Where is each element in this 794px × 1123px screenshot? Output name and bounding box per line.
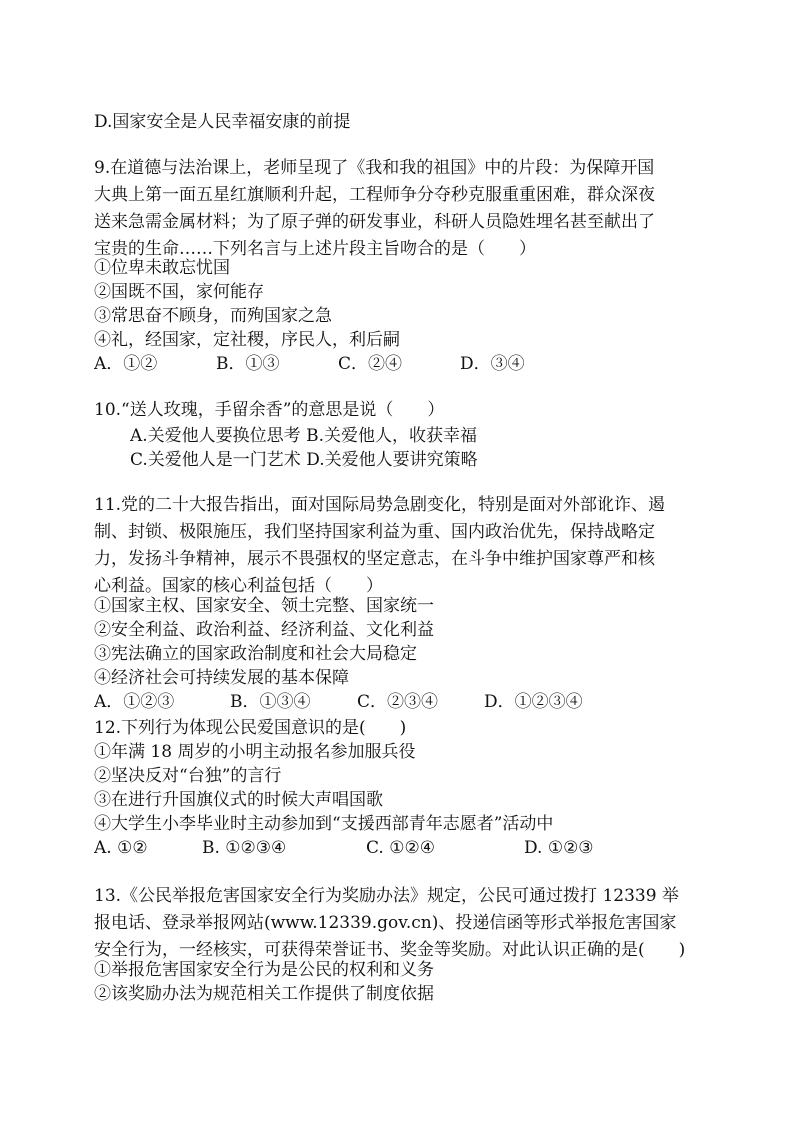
question-11-statement-2: ②安全利益、政治利益、经济利益、文化利益	[94, 620, 434, 640]
question-9-options	[94, 352, 714, 376]
question-10-text: 10.“送人玫瑰，手留余香”的意思是说（ ）	[94, 400, 445, 420]
option-c: C．②③④	[357, 692, 439, 712]
question-12-statement-1: ①年满 18 周岁的小明主动报名参加服兵役	[94, 742, 416, 762]
question-10-options-row-2: C.关爱他人是一门艺术 D.关爱他人要讲究策略	[130, 450, 478, 470]
option-c: C. ①②④	[366, 838, 435, 858]
question-9-statement-1: ①位卑未敢忘忧国	[94, 258, 230, 278]
question-12-statement-4: ④大学生小李毕业时主动参加到“支援西部青年志愿者”活动中	[94, 814, 554, 834]
question-11-options	[94, 690, 714, 714]
question-9-text: 9.在道德与法治课上，老师呈现了《我和我的祖国》中的片段：为保障开国	[94, 158, 655, 178]
question-9-text: 宝贵的生命……下列名言与上述片段主旨吻合的是（ ）	[94, 239, 536, 259]
option-d: D. ①②③	[524, 838, 594, 858]
question-12-text: 12.下列行为体现公民爱国意识的是( )	[94, 718, 407, 738]
question-10-options-row-1: A.关爱他人要换位思考 B.关爱他人，收获幸福	[130, 426, 477, 446]
question-11-text: 力，发扬斗争精神，展示不畏强权的坚定意志，在斗争中维护国家尊严和核	[94, 549, 655, 569]
option-b: B．①③④	[230, 692, 311, 712]
option-d-line: D.国家安全是人民幸福安康的前提	[94, 112, 351, 132]
question-9-statement-2: ②国既不国，家何能存	[94, 282, 264, 302]
question-11-text: 制、封锁、极限施压，我们坚持国家利益为重、国内政治优先，保持战略定	[94, 522, 655, 542]
question-13-text: 报电话、登录举报网站(www.12339.gov.cn)、投递信函等形式举报危害国家	[94, 913, 677, 933]
option-a: A．①②	[94, 354, 158, 374]
question-11-text: 11.党的二十大报告指出，面对国际局势急剧变化，特别是面对外部讹诈、遏	[94, 495, 666, 515]
question-9-text: 送来急需金属材料；为了原子弹的研发事业，科研人员隐姓埋名甚至献出了	[94, 212, 655, 232]
option-d: D．①②③④	[484, 692, 583, 712]
question-9-statement-3: ③常思奋不顾身，而殉国家之急	[94, 306, 332, 326]
option-d: D．③④	[460, 354, 525, 374]
question-9-text: 大典上第一面五星红旗顺利升起，工程师争分夺秒克服重重困难，群众深夜	[94, 185, 655, 205]
option-b: B. ①②③④	[202, 838, 287, 858]
question-12-statement-3: ③在进行升国旗仪式的时候大声唱国歌	[94, 790, 383, 810]
option-c: C．②④	[338, 354, 403, 374]
question-9-statement-4: ④礼，经国家，定社稷，序民人，利后嗣	[94, 330, 400, 350]
question-13-statement-2: ②该奖励办法为规范相关工作提供了制度依据	[94, 984, 434, 1004]
question-13-text: 13.《公民举报危害国家安全行为奖励办法》规定，公民可通过拨打 12339 举	[94, 886, 679, 906]
question-13-text: 安全行为，一经核实，可获得荣誉证书、奖金等奖励。对此认识正确的是( )	[94, 940, 686, 960]
question-11-statement-1: ①国家主权、国家安全、领土完整、国家统一	[94, 596, 434, 616]
question-12-statement-2: ②坚决反对“台独”的言行	[94, 766, 282, 786]
option-a: A．①②③	[94, 692, 175, 712]
option-b: B．①③	[216, 354, 280, 374]
question-11-text: 心利益。国家的核心利益包括（ ）	[94, 576, 383, 596]
question-11-statement-3: ③宪法确立的国家政治制度和社会大局稳定	[94, 644, 417, 664]
option-a: A. ①②	[94, 838, 148, 858]
question-13-statement-1: ①举报危害国家安全行为是公民的权利和义务	[94, 960, 434, 980]
question-11-statement-4: ④经济社会可持续发展的基本保障	[94, 668, 349, 688]
question-12-options	[94, 836, 714, 860]
